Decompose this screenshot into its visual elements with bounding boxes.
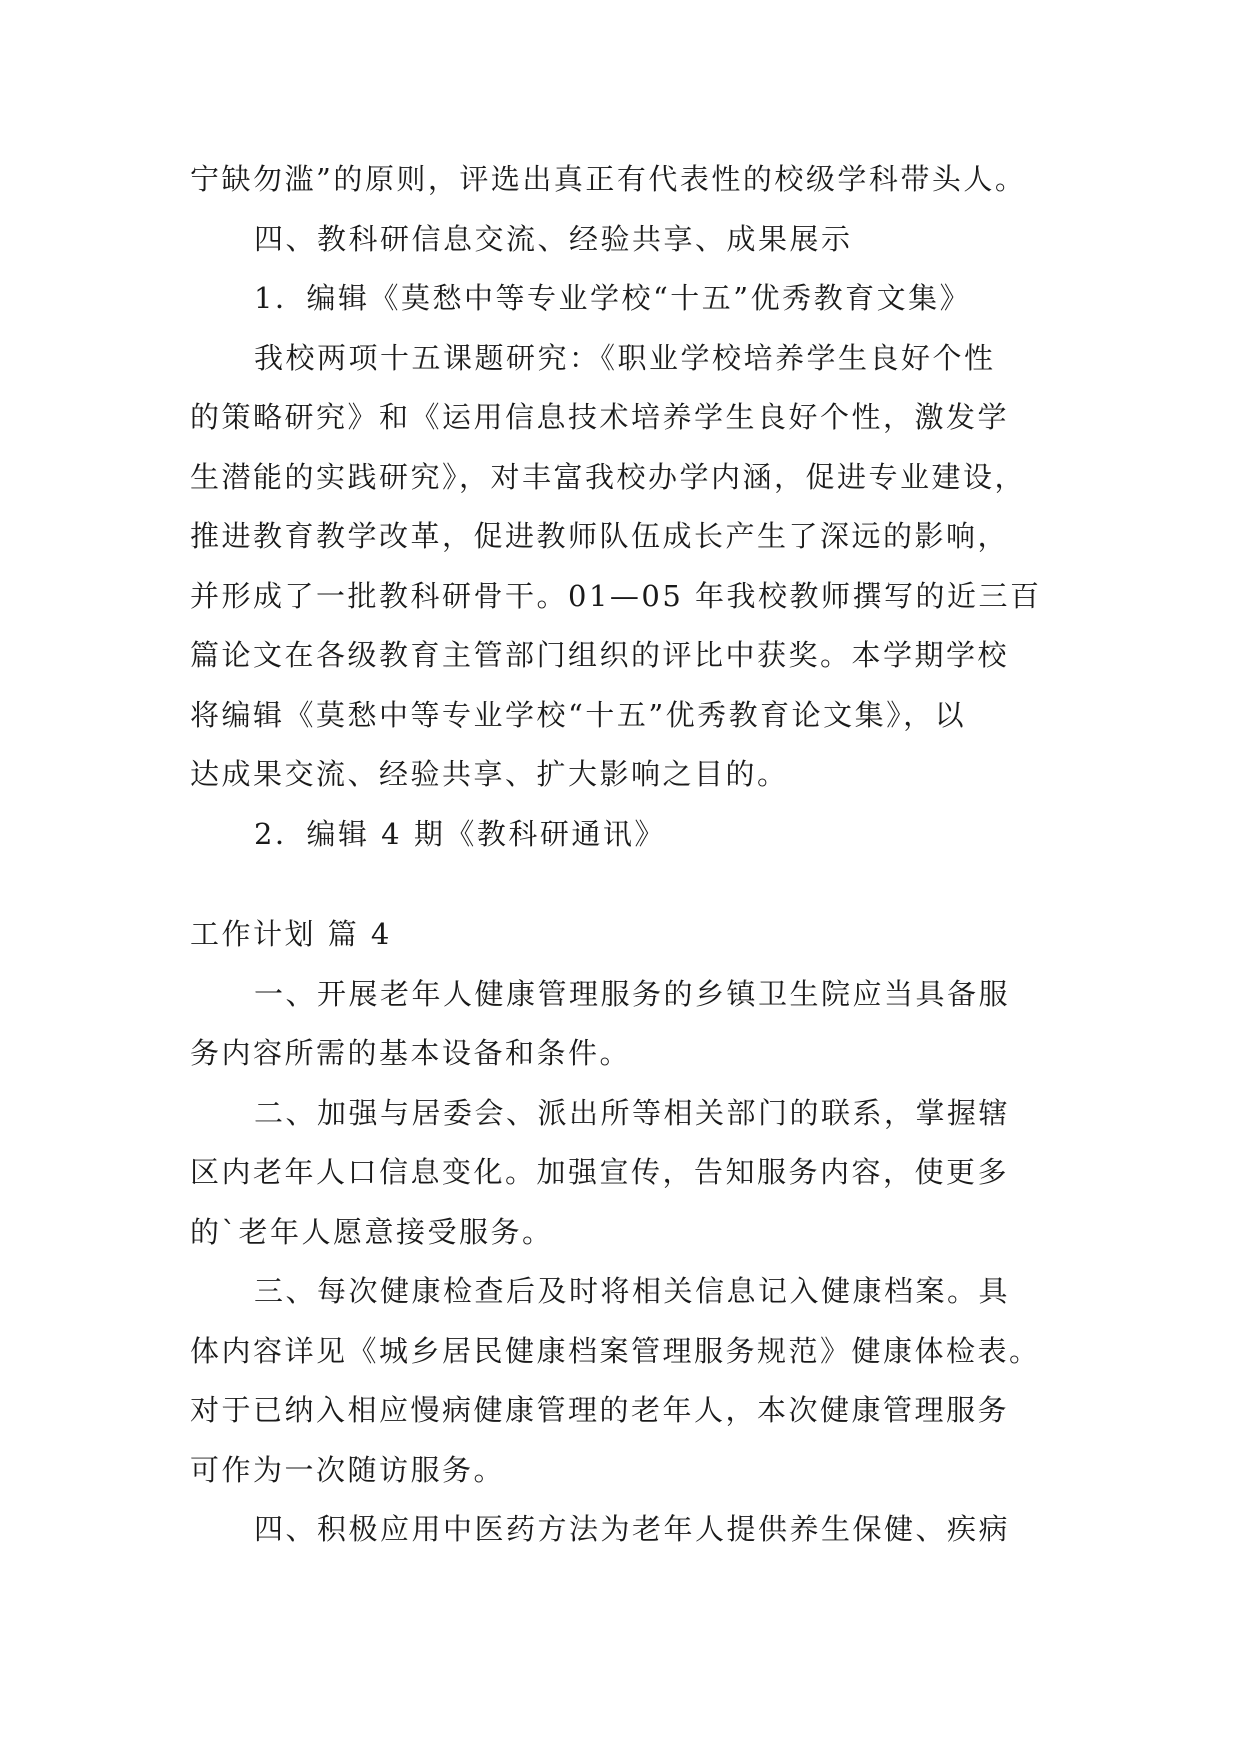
text-line: 三、每次健康检查后及时将相关信息记入健康档案。具 [254,1274,1011,1308]
text-line: 生潜能的实践研究》，对丰富我校办学内涵，促进专业建设， [190,459,1027,494]
text-line: 宁缺勿滥”的原则，评选出真正有代表性的校级学科带头人。 [190,162,1027,196]
text-line: 区内老年人口信息变化。加强宣传，告知服务内容，使更多 [190,1155,1010,1189]
text-line: 一、开展老年人健康管理服务的乡镇卫生院应当具备服 [254,976,1011,1011]
text-line: 的`老年人愿意接受服务。 [190,1214,554,1249]
text-line: 对于已纳入相应慢病健康管理的老年人，本次健康管理服务 [190,1393,1010,1427]
previous-section-body [190,150,1050,864]
text-line: 二、加强与居委会、派出所等相关部门的联系，掌握辖 [254,1095,1011,1130]
text-line: 四、积极应用中医药方法为老年人提供养生保健、疾病 [254,1512,1011,1546]
section-4-heading: 工作计划 篇 4 [190,917,392,951]
text-line: 将编辑《莫愁中等专业学校“十五”优秀教育论文集》，以 [190,697,967,732]
text-line: 我校两项十五课题研究：《职业学校培养学生良好个性 [254,340,996,375]
text-line: 体内容详见《城乡居民健康档案管理服务规范》健康体检表。 [190,1333,1041,1368]
list-item-1: 1．编辑《莫愁中等专业学校“十五”优秀教育文集》 [254,281,972,315]
list-item-2: 2．编辑 4 期《教科研通讯》 [254,816,666,851]
section-4-body [190,905,1050,1560]
text-line: 可作为一次随访服务。 [190,1452,506,1487]
text-line: 达成果交流、经验共享、扩大影响之目的。 [190,757,789,791]
text-line: 篇论文在各级教育主管部门组织的评比中获奖。本学期学校 [190,638,1010,672]
text-line: 推进教育教学改革，促进教师队伍成长产生了深远的影响， [190,519,1010,553]
text-line: 务内容所需的基本设备和条件。 [190,1036,632,1070]
section-heading-four: 四、教科研信息交流、经验共享、成果展示 [254,221,853,256]
text-line: 的策略研究》和《运用信息技术培养学生良好个性，激发学 [190,400,1010,434]
text-line: 并形成了一批教科研骨干。01—05 年我校教师撰写的近三百 [190,578,1042,613]
